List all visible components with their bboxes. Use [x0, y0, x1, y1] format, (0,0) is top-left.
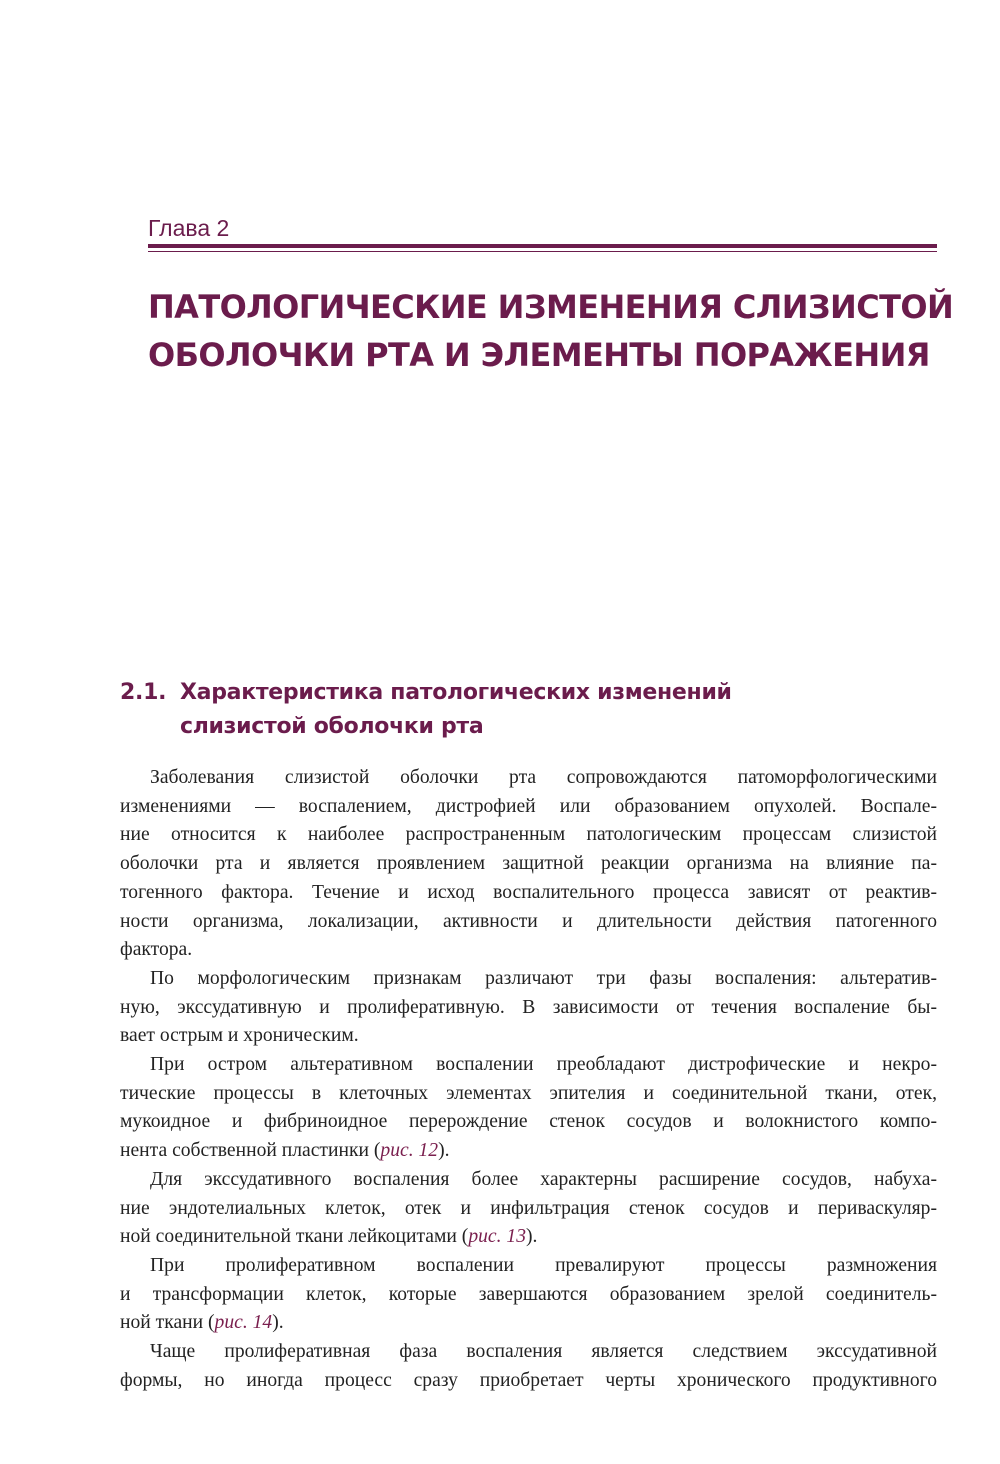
text-fragment: нента собственной пластинки ( [120, 1140, 381, 1162]
text-line [120, 1223, 937, 1252]
text-line: ние эндотелиальных клеток, отек и инфильтрация стенок сосудов и периваскуляр- [120, 1197, 937, 1219]
text-fragment: ). [272, 1312, 284, 1334]
text-line: Чаще пролиферативная фаза воспаления является следствием экссудативной [150, 1341, 937, 1363]
section-title-line: Характеристика патологических изменений [180, 680, 732, 705]
text-line: Для экссудативного воспаления более характерны расширение сосудов, набуха- [150, 1168, 937, 1190]
text-line: фактора. [120, 939, 193, 961]
text-line: Заболевания слизистой оболочки рта сопровождаются патоморфологическими [150, 767, 937, 788]
chapter-title-line: ОБОЛОЧКИ РТА И ЭЛЕМЕНТЫ ПОРАЖЕНИЯ [148, 336, 930, 374]
text-line: изменениями — воспалением, дистрофией или образованием опухолей. Воспале- [120, 795, 937, 817]
text-fragment: ). [526, 1226, 538, 1248]
text-line: оболочки рта и является проявлением защитной реакции организма на влияние па- [120, 853, 937, 875]
text-fragment: ). [438, 1140, 450, 1162]
text-fragment: ной ткани ( [120, 1312, 215, 1334]
text-line [120, 1309, 937, 1338]
text-line: При пролиферативном воспалении превалируют процессы размножения [150, 1254, 937, 1276]
chapter-rule-thin [148, 251, 937, 252]
text-line: и трансформации клеток, которые завершаются образованием зрелой соединитель- [120, 1283, 937, 1305]
figure-ref-14[interactable]: рис. 14 [214, 1312, 273, 1334]
text-line: тические процессы в клеточных элементах эпителия и соединительной ткани, отек, [120, 1082, 937, 1104]
chapter-title-line: ПАТОЛОГИЧЕСКИЕ ИЗМЕНЕНИЯ СЛИЗИСТОЙ [148, 288, 954, 326]
section-title-line: слизистой оболочки рта [180, 714, 484, 739]
body-text [120, 764, 937, 1395]
chapter-label: Глава 2 [148, 215, 230, 241]
chapter-rule-thick [148, 244, 937, 248]
text-line: формы, но иногда процесс сразу приобретает черты хронического продуктивного [120, 1369, 937, 1391]
text-line: тогенного фактора. Течение и исход воспалительного процесса зависят от реактив- [120, 881, 937, 903]
section-heading [120, 676, 940, 744]
text-line [120, 1137, 937, 1166]
text-line: При остром альтеративном воспалении преобладают дистрофические и некро- [150, 1054, 937, 1076]
section-number: 2.1. [120, 680, 167, 705]
chapter-title [148, 283, 954, 379]
text-line: По морфологическим признакам различают три фазы воспаления: альтератив- [150, 967, 937, 989]
figure-ref-13[interactable]: рис. 13 [468, 1226, 527, 1248]
text-line: мукоидное и фибриноидное перерождение стенок сосудов и волокнистого компо- [120, 1111, 937, 1133]
text-line: ности организма, локализации, активности и длительности действия патогенного [120, 910, 937, 932]
text-fragment: ной соединительной ткани лейкоцитами ( [120, 1226, 469, 1248]
text-line: ние относится к наиболее распространенным патологическим процессам слизистой [120, 824, 937, 846]
text-line: вает острым и хроническим. [120, 1025, 359, 1047]
text-line: ную, экссудативную и пролиферативную. В зависимости от течения воспаление бы- [120, 996, 937, 1018]
figure-ref-12[interactable]: рис. 12 [380, 1140, 439, 1162]
